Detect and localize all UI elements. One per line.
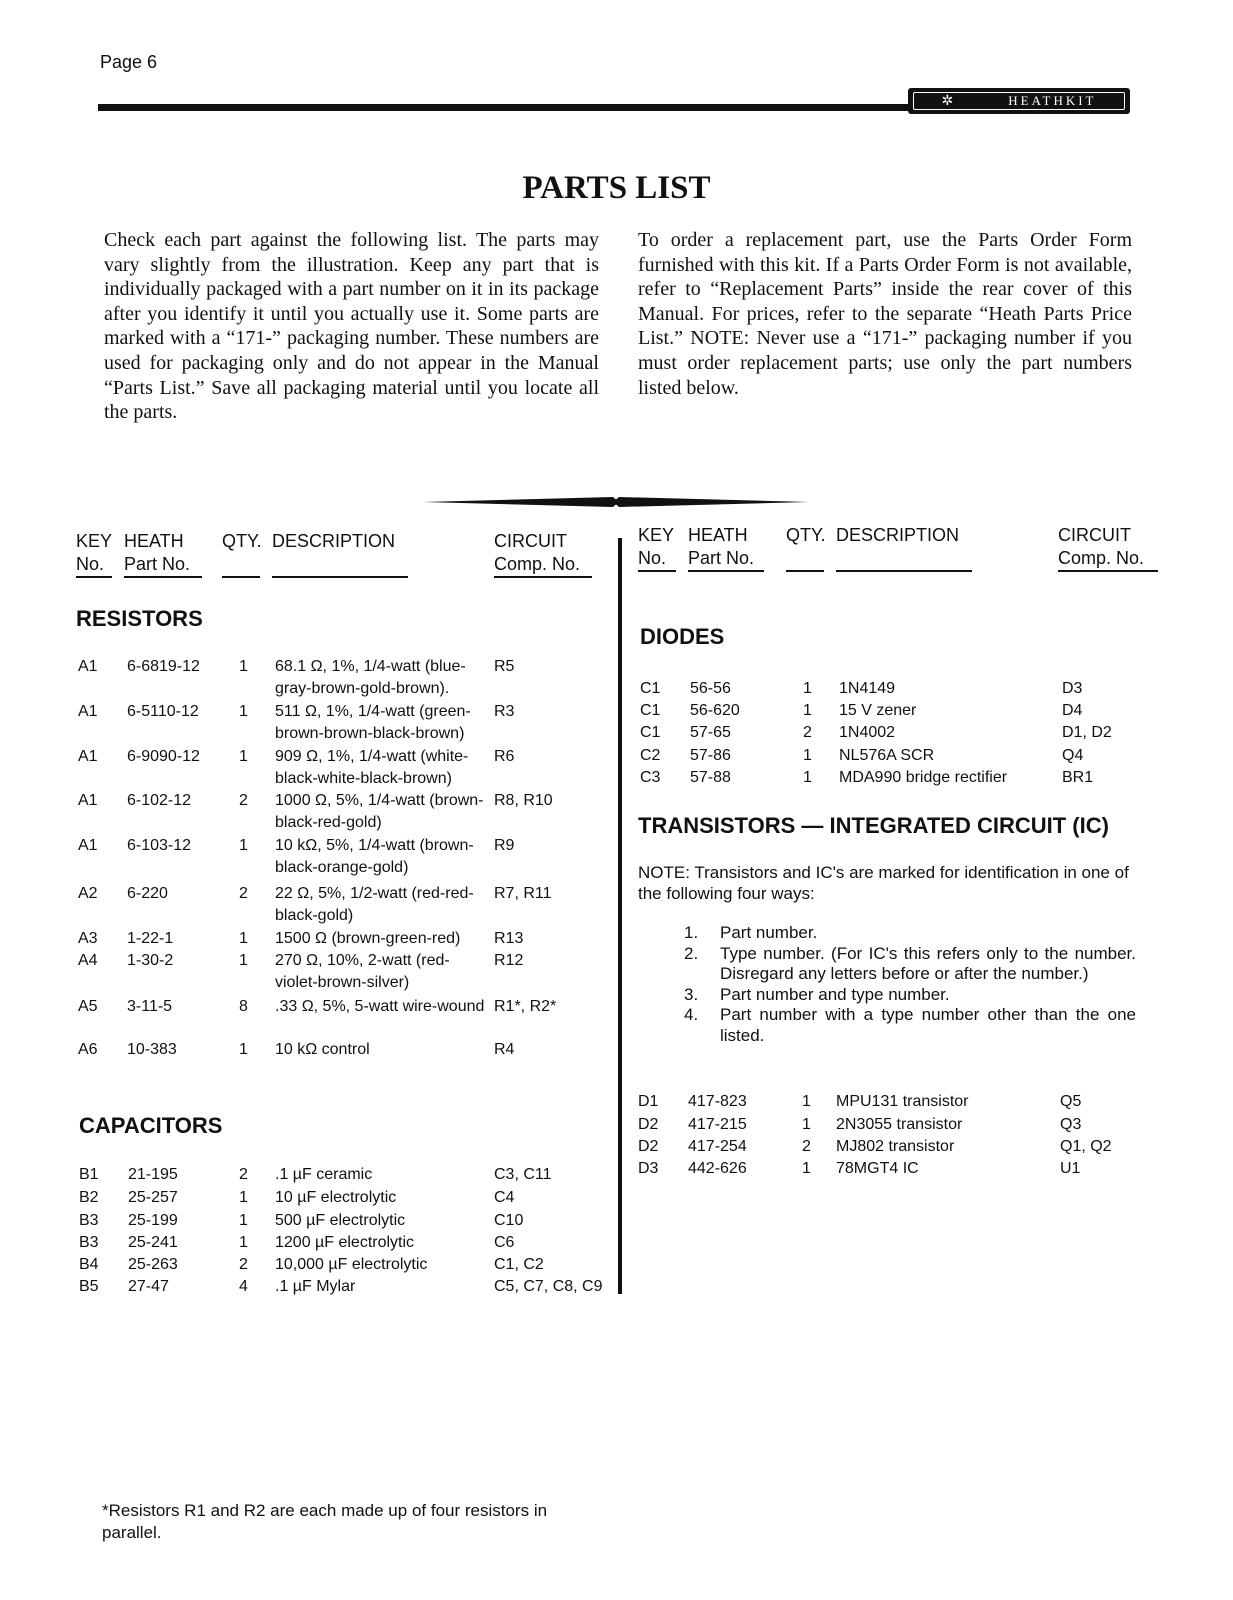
list-item: 3. Part number and type number.	[684, 984, 950, 1004]
description-cell: 1N4002	[839, 724, 896, 741]
key-cell: C3	[640, 769, 661, 786]
qty-cell: 1	[239, 1041, 248, 1058]
part-number-cell: 25-241	[128, 1234, 178, 1251]
column-divider	[618, 538, 622, 1294]
key-cell: A1	[78, 658, 98, 675]
description-cell: .33 Ω, 5%, 5-watt wire-wound	[275, 998, 485, 1015]
qty-cell: 2	[239, 1166, 248, 1183]
description-cell: 1N4149	[839, 680, 896, 697]
description-cell: 10 µF electrolytic	[275, 1189, 397, 1206]
description-cell: 10 kΩ, 5%, 1/4-watt (brown-black-orange-gold)	[275, 837, 474, 876]
circuit-comp-cell: R12	[494, 952, 524, 969]
qty-cell: 2	[239, 1256, 248, 1273]
part-number-cell: 6-220	[127, 885, 168, 902]
description-cell: MPU131 transistor	[836, 1093, 969, 1110]
circuit-comp-cell: R4	[494, 1041, 515, 1058]
circuit-comp-cell: U1	[1060, 1160, 1081, 1177]
description-cell: MJ802 transistor	[836, 1138, 955, 1155]
key-cell: A4	[78, 952, 98, 969]
transistor-note: NOTE: Transistors and IC's are marked for identification in one of the following four ways:	[638, 863, 1129, 903]
description-cell: 1200 µF electrolytic	[275, 1234, 415, 1251]
key-cell: D1	[638, 1093, 659, 1110]
part-number-cell: 6-103-12	[127, 837, 192, 854]
description-cell: 68.1 Ω, 1%, 1/4-watt (blue-gray-brown-gold-brown).	[275, 658, 466, 697]
header-underline	[688, 570, 764, 573]
description-cell: 78MGT4 IC	[836, 1160, 919, 1177]
qty-cell: 2	[239, 885, 248, 902]
key-cell: C2	[640, 747, 661, 764]
col-header-key: KEY No.	[76, 531, 113, 574]
part-number-cell: 6-6819-12	[127, 658, 200, 675]
key-cell: A2	[78, 885, 98, 902]
circuit-comp-cell: C10	[494, 1212, 524, 1229]
header-underline	[76, 576, 112, 579]
circuit-comp-cell: R9	[494, 837, 515, 854]
part-number-cell: 3-11-5	[127, 998, 173, 1015]
page-title: PARTS LIST	[522, 170, 711, 206]
qty-cell: 1	[803, 680, 812, 697]
key-cell: B5	[79, 1278, 99, 1295]
key-cell: B2	[79, 1189, 99, 1206]
qty-cell: 1	[802, 1116, 811, 1133]
part-number-cell: 21-195	[128, 1166, 178, 1183]
part-number-cell: 6-5110-12	[127, 703, 199, 720]
qty-cell: 1	[239, 837, 248, 854]
key-cell: A1	[78, 792, 98, 809]
circuit-comp-cell: D1, D2	[1062, 724, 1112, 741]
key-cell: A6	[78, 1041, 98, 1058]
circuit-comp-cell: R3	[494, 703, 515, 720]
part-number-cell: 417-254	[688, 1138, 747, 1155]
circuit-comp-cell: Q1, Q2	[1060, 1138, 1112, 1155]
qty-cell: 1	[803, 747, 812, 764]
description-cell: 511 Ω, 1%, 1/4-watt (green-brown-brown-black-brown)	[275, 703, 471, 742]
list-item: 1. Part number.	[684, 923, 818, 942]
part-number-cell: 442-626	[688, 1160, 747, 1177]
circuit-comp-cell: R7, R11	[494, 885, 552, 902]
page-number: Page 6	[100, 52, 158, 72]
qty-cell: 2	[803, 724, 812, 741]
circuit-comp-cell: R13	[494, 930, 524, 947]
description-cell: 909 Ω, 1%, 1/4-watt (white-black-white-black-brown)	[275, 748, 469, 787]
description-cell: 1500 Ω (brown-green-red)	[275, 930, 461, 947]
list-item: 4. Part number with a type number other than the one listed.	[684, 1005, 1136, 1045]
circuit-comp-cell: C4	[494, 1189, 515, 1206]
description-cell: 500 µF electrolytic	[275, 1212, 406, 1229]
qty-cell: 1	[239, 658, 248, 675]
qty-cell: 1	[802, 1160, 811, 1177]
circuit-comp-cell: R6	[494, 748, 515, 765]
key-cell: D2	[638, 1138, 659, 1155]
description-cell: 2N3055 transistor	[836, 1116, 963, 1133]
key-cell: B1	[79, 1166, 99, 1183]
description-cell: 270 Ω, 10%, 2-watt (red-violet-brown-silver)	[275, 952, 450, 991]
qty-cell: 1	[239, 930, 248, 947]
qty-cell: 1	[239, 1189, 248, 1206]
qty-cell: 8	[239, 998, 248, 1015]
part-number-cell: 25-263	[128, 1256, 178, 1273]
header-rule	[98, 104, 910, 111]
circuit-comp-cell: R1*, R2*	[494, 998, 557, 1015]
part-number-cell: 57-65	[690, 724, 731, 741]
col-header-circuit: CIRCUIT Comp. No.	[494, 531, 581, 574]
description-cell: 10 kΩ control	[275, 1041, 370, 1058]
circuit-comp-cell: D3	[1062, 680, 1083, 697]
part-number-cell: 10-383	[127, 1041, 177, 1058]
heathkit-logo	[908, 88, 1130, 114]
description-cell: MDA990 bridge rectifier	[839, 769, 1008, 786]
col-header-key: KEY No.	[638, 525, 675, 568]
logo-text: HEATHKIT	[1008, 93, 1097, 108]
qty-cell: 1	[803, 702, 812, 719]
circuit-comp-cell: C5, C7, C8, C9	[494, 1278, 603, 1295]
circuit-comp-cell: Q5	[1060, 1093, 1082, 1110]
header-underline	[124, 576, 202, 579]
circuit-comp-cell: C1, C2	[494, 1256, 544, 1273]
circuit-comp-cell: D4	[1062, 702, 1083, 719]
part-number-cell: 56-620	[690, 702, 740, 719]
key-cell: C1	[640, 724, 661, 741]
header-underline	[494, 576, 592, 579]
intro-right-paragraph: To order a replacement part, use the Parts Order Form furnished with this kit. If a Parts Order Form is not available, refer to “Replacement Parts” inside the rear cover of this Manual. For prices, refer to the separate “Heath Parts Price List.” NOTE: Never use a “171-” packaging number if you must order replacement parts; use only the part numbers listed below.	[638, 229, 1132, 399]
qty-cell: 1	[239, 952, 248, 969]
qty-cell: 1	[239, 1212, 248, 1229]
header-underline	[786, 570, 824, 573]
description-cell: .1 µF ceramic	[275, 1166, 373, 1183]
part-number-cell: 1-30-2	[127, 952, 174, 969]
col-header-qty: QTY.	[222, 531, 262, 551]
key-cell: B3	[79, 1234, 99, 1251]
footnote: *Resistors R1 and R2 are each made up of four resistors in parallel.	[102, 1501, 548, 1542]
circuit-comp-cell: R5	[494, 658, 515, 675]
key-cell: D3	[638, 1160, 659, 1177]
circuit-comp-cell: R8, R10	[494, 792, 553, 809]
description-cell: 22 Ω, 5%, 1/2-watt (red-red-black-gold)	[275, 885, 474, 924]
part-number-cell: 6-102-12	[127, 792, 192, 809]
qty-cell: 1	[239, 1234, 248, 1251]
section-heading-diodes: DIODES	[640, 624, 725, 649]
part-number-cell: 25-199	[128, 1212, 178, 1229]
part-number-cell: 27-47	[128, 1278, 169, 1295]
section-heading-transistors: TRANSISTORS — INTEGRATED CIRCUIT (IC)	[638, 813, 1109, 838]
part-number-cell: 56-56	[690, 680, 731, 697]
key-cell: B3	[79, 1212, 99, 1229]
part-number-cell: 57-86	[690, 747, 731, 764]
atom-icon: ✲	[941, 93, 954, 109]
header-underline	[836, 570, 972, 573]
header-underline	[638, 570, 676, 573]
section-heading-capacitors: CAPACITORS	[79, 1113, 223, 1138]
qty-cell: 1	[802, 1093, 811, 1110]
circuit-comp-cell: C6	[494, 1234, 515, 1251]
qty-cell: 2	[802, 1138, 811, 1155]
key-cell: D2	[638, 1116, 659, 1133]
header-underline	[1058, 570, 1158, 573]
qty-cell: 1	[803, 769, 812, 786]
description-cell: NL576A SCR	[839, 747, 935, 764]
intro-left-paragraph: Check each part against the following list. The parts may vary slightly from the illustration. Keep any part that is individually packaged with a part number on it in its package after you identify it until you actually use it. Some parts are marked with a “171-” packaging number. These numbers are used for packaging only and do not appear in the Manual “Parts List.” Save all packaging material until you locate all the parts.	[104, 229, 599, 424]
qty-cell: 1	[239, 703, 248, 720]
description-cell: 15 V zener	[839, 702, 917, 719]
col-header-qty: QTY.	[786, 525, 826, 545]
col-header-heath: HEATH Part No.	[124, 531, 191, 574]
circuit-comp-cell: Q4	[1062, 747, 1084, 764]
header-underline	[272, 576, 408, 579]
col-header-circuit: CIRCUIT Comp. No.	[1058, 525, 1145, 568]
part-number-cell: 6-9090-12	[127, 748, 200, 765]
part-number-cell: 417-215	[688, 1116, 747, 1133]
part-number-cell: 25-257	[128, 1189, 178, 1206]
qty-cell: 4	[239, 1278, 248, 1295]
circuit-comp-cell: Q3	[1060, 1116, 1082, 1133]
circuit-comp-cell: BR1	[1062, 769, 1094, 786]
key-cell: B4	[79, 1256, 99, 1273]
col-header-description: DESCRIPTION	[836, 525, 960, 545]
qty-cell: 1	[239, 748, 248, 765]
key-cell: C1	[640, 702, 661, 719]
qty-cell: 2	[239, 792, 248, 809]
part-number-cell: 1-22-1	[127, 930, 174, 947]
key-cell: A5	[78, 998, 98, 1015]
header-underline	[222, 576, 260, 579]
list-item: 2. Type number. (For IC's this refers only to the number. Disregard any letters before or after the number.)	[684, 943, 1136, 983]
description-cell: 10,000 µF electrolytic	[275, 1256, 428, 1273]
col-header-heath: HEATH Part No.	[688, 525, 755, 568]
description-cell: 1000 Ω, 5%, 1/4-watt (brown-black-red-gold)	[275, 792, 484, 831]
key-cell: C1	[640, 680, 661, 697]
circuit-comp-cell: C3, C11	[494, 1166, 552, 1183]
key-cell: A1	[78, 703, 98, 720]
description-cell: .1 µF Mylar	[275, 1278, 356, 1295]
key-cell: A1	[78, 837, 98, 854]
part-number-cell: 417-823	[688, 1093, 747, 1110]
section-heading-resistors: RESISTORS	[76, 606, 203, 631]
ornamental-divider	[423, 496, 809, 508]
col-header-description: DESCRIPTION	[272, 531, 396, 551]
key-cell: A3	[78, 930, 98, 947]
identification-ways-list	[684, 923, 1136, 1046]
part-number-cell: 57-88	[690, 769, 731, 786]
key-cell: A1	[78, 748, 98, 765]
